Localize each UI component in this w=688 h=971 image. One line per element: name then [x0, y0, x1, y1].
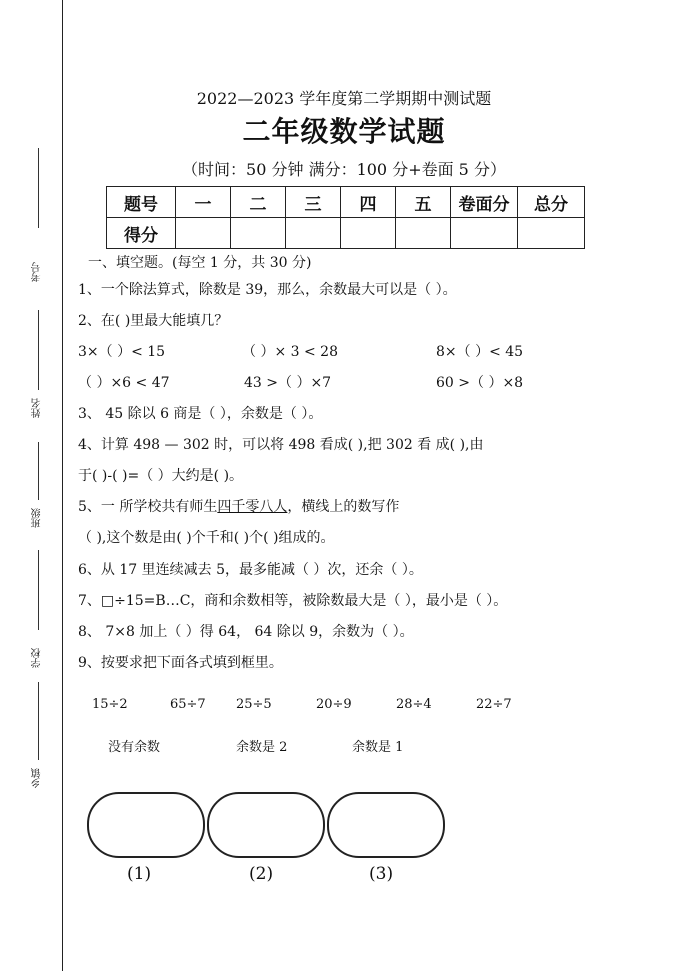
score-cell: 五 — [396, 187, 451, 218]
score-input-cell[interactable] — [518, 218, 585, 249]
question-5 — [78, 496, 399, 516]
expression: 28÷4 — [396, 697, 432, 712]
answer-box-1[interactable] — [87, 792, 205, 858]
answer-box-label: (1) — [127, 864, 152, 884]
question-2-item: 3×（ ）< 15 — [78, 344, 166, 360]
score-cell: 总分 — [518, 187, 585, 218]
subject-title: 二年级数学试题 — [242, 115, 446, 148]
margin-label-name: 姓名 — [32, 398, 43, 418]
question-5-continued: （ ),这个数是由( )个千和( )个( )组成的。 — [78, 530, 335, 546]
score-cell: 一 — [176, 187, 231, 218]
question-5-underlined: 四千零八人 — [217, 499, 288, 515]
answer-box-2[interactable] — [207, 792, 325, 858]
question-2-item: 60 >（ ）×8 — [436, 375, 524, 391]
answer-box-3[interactable] — [327, 792, 445, 858]
score-table — [106, 186, 585, 249]
margin-blank-line — [38, 550, 39, 630]
margin-blank-line — [38, 442, 39, 500]
section-heading: 一、填空题。(每空 1 分，共 30 分) — [88, 255, 312, 271]
score-input-cell[interactable] — [286, 218, 341, 249]
score-cell: 卷面分 — [451, 187, 518, 218]
score-cell: 二 — [231, 187, 286, 218]
expression: 25÷5 — [236, 697, 272, 712]
question-4: 4、计算 498 — 302 时，可以将 498 看成( ),把 302 看 成( ),由 — [78, 437, 484, 453]
time-info: （时间：50 分钟 满分：100 分+卷面 5 分） — [182, 160, 506, 179]
expression: 15÷2 — [92, 697, 128, 712]
margin-blank-line — [38, 682, 39, 760]
answer-box-label: (3) — [369, 864, 394, 884]
margin-label-township: 乡镇 — [32, 768, 43, 788]
question-2-item: （ ）×6 < 47 — [78, 375, 170, 391]
question-5-text: 5、一 所学校共有师生 — [78, 499, 218, 515]
question-7: 7、□÷15=B…C，商和余数相等，被除数最大是（ ），最小是（ ）。 — [78, 593, 508, 609]
margin-label-class: 班级 — [32, 508, 43, 528]
score-input-cell[interactable] — [396, 218, 451, 249]
question-2-item: 43 >（ ）×7 — [244, 375, 332, 391]
margin-label-exam-number: 考号 — [32, 262, 43, 282]
question-8: 8、 7×8 加上（ ）得 64， 64 除以 9，余数为（ ）。 — [78, 624, 414, 640]
question-2: 2、在( )里最大能填几？ — [78, 313, 229, 329]
category-label: 余数是 1 — [352, 740, 404, 755]
score-input-cell[interactable] — [231, 218, 286, 249]
score-table-header-row — [107, 187, 585, 218]
answer-box-label: (2) — [249, 864, 274, 884]
score-cell: 四 — [341, 187, 396, 218]
score-input-cell[interactable] — [451, 218, 518, 249]
question-9: 9、按要求把下面各式填到框里。 — [78, 655, 283, 671]
category-label: 没有余数 — [108, 740, 161, 755]
question-1: 1、一个除法算式，除数是 39，那么，余数最大可以是（ ）。 — [78, 282, 457, 298]
question-6: 6、从 17 里连续减去 5，最多能减（ ）次，还余（ ）。 — [78, 562, 423, 578]
exam-title: 2022—2023 学年度第二学期期中测试题 — [196, 89, 492, 108]
question-3: 3、 45 除以 6 商是（ ），余数是（ ）。 — [78, 406, 323, 422]
question-2-item: 8×（ ）< 45 — [436, 344, 524, 360]
expression: 22÷7 — [476, 697, 512, 712]
score-input-cell[interactable] — [176, 218, 231, 249]
margin-label-school: 学校 — [32, 648, 43, 668]
expression: 65÷7 — [170, 697, 206, 712]
question-2-item: （ ）× 3 < 28 — [242, 344, 338, 360]
category-label: 余数是 2 — [236, 740, 288, 755]
question-5-text: ，横线上的数写作 — [287, 499, 400, 515]
margin-blank-line — [38, 310, 39, 390]
question-4-continued: 于( )-( )=（ ）大约是( )。 — [78, 468, 244, 484]
score-input-cell[interactable] — [341, 218, 396, 249]
score-table-score-row — [107, 218, 585, 249]
score-cell: 三 — [286, 187, 341, 218]
score-row-label: 得分 — [107, 218, 176, 249]
score-cell: 题号 — [107, 187, 176, 218]
expression: 20÷9 — [316, 697, 352, 712]
